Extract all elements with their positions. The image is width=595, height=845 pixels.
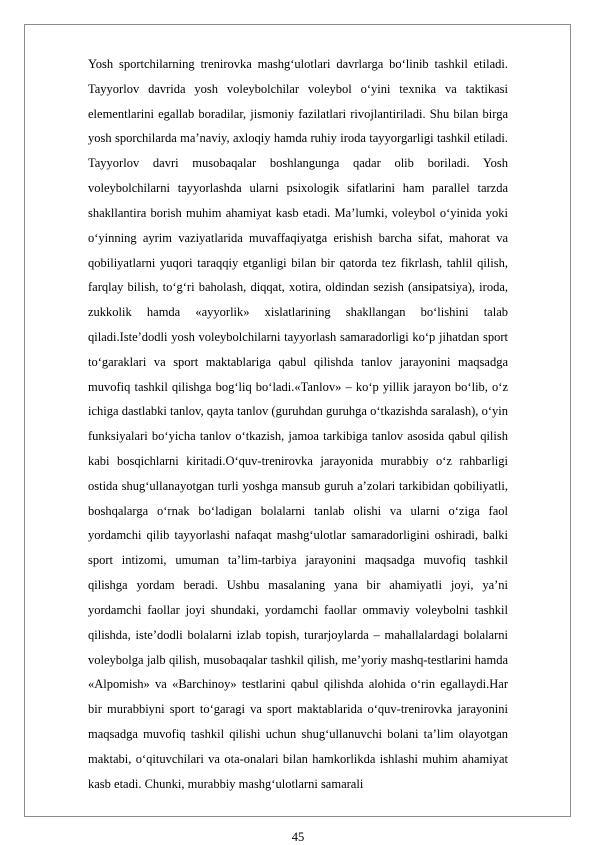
page-number: 45	[291, 830, 305, 844]
body-paragraph: Yosh sportchilarning trenirovka mashg‘ulotlari davrlarga bo‘linib tashkil etiladi. Tayyorlov davrida yosh voleybolchilar voleybol o‘yini texnika va taktikasi elementlarini egallab boradilar, jismoniy fazilatlari rivojlantiriladi. Shu bilan birga yosh sporchilarda ma’naviy, axloqiy hamda ruhiy iroda tayyorgarligi tashkil etiladi. Tayyorlov davri musobaqalar boshlangunga qadar olib boriladi. Yosh voleybolchilarni tayyorlashda ularni psixologik sifatlarini ham parallel tarzda shakllantira borish muhim ahamiyat kasb etadi. Ma’lumki, voleybol o‘yinida yoki o‘yinning ayrim vaziyatlarida muvaffaqiyatga erishish barcha sifat, mahorat va qobiliyatlarni yuqori taraqqiy etganligi bilan bir qatorda tez fikrlash, tahlil qilish, farqlay bilish, to‘g‘ri baholash, diqqat, xotira, oldindan sezish (ansipatsiya), iroda, zukkolik hamda «ayyorlik» xislatlarining shakllangan bo‘lishini talab qiladi.Iste’dodli yosh voleybolchilarni tayyorlash samaradorligi ko‘p jihatdan sport to‘garaklari va sport maktablariga qabul qilishda tanlov jarayonini maqsadga muvofiq tashkil qilishga bog‘liq bo‘ladi.«Tanlov» – ko‘p yillik jarayon bo‘lib, o‘z ichiga dastlabki tanlov, qayta tanlov (guruhdan guruhga o‘tkazishda saralash), o‘yin funksiyalari bo‘yicha tanlov o‘tkazish, jamoa tarkibiga tanlov asosida qabul qilish kabi bosqichlarni kiritadi.O‘quv-trenirovka jarayonida murabbiy o‘z rahbarligi ostida shug‘ullanayotgan turli yoshga mansub guruh a’zolari tarkibidan qobiliyatli, boshqalarga o‘rnak bo‘ladigan bolalarni tanlab olishi va ularni o‘ziga faol yordamchi qilib tayyorlashi nafaqat mashg‘ulotlar samaradorligini oshiradi, balki sport intizomi, umuman ta’lim-tarbiya jarayonini maqsadga muvofiq tashkil qilishga yordam beradi. Ushbu masalaning yana bir ahamiyatli joyi, ya’ni yordamchi faollar joyi shundaki, yordamchi faollar ommaviy voleybolni tashkil qilishda, iste’dodli bolalarni izlab topish, turarjoylarda – mahallalardagi bolalarni voleybolga jalb qilish, musobaqalar tashkil qilish, me’yoriy mashq-testlarini hamda «Alpomish» va «Barchinoy» testlarini qabul qilishda alohida o‘rin egallaydi.Har bir murabbiyni sport to‘garagi va sport maktablarida o‘quv-trenirovka jarayonini maqsadga muvofiq tashkil qilishi uchun shug‘ullanuvchi bolani ta’lim olayotgan maktabi, o‘qituvchilari va ota-onalari bilan hamkorlikda ishlashi muhim ahamiyat kasb etadi. Chunki, murabbiy mashg‘ulotlarni samarali	[88, 57, 508, 791]
page-content	[88, 52, 508, 844]
